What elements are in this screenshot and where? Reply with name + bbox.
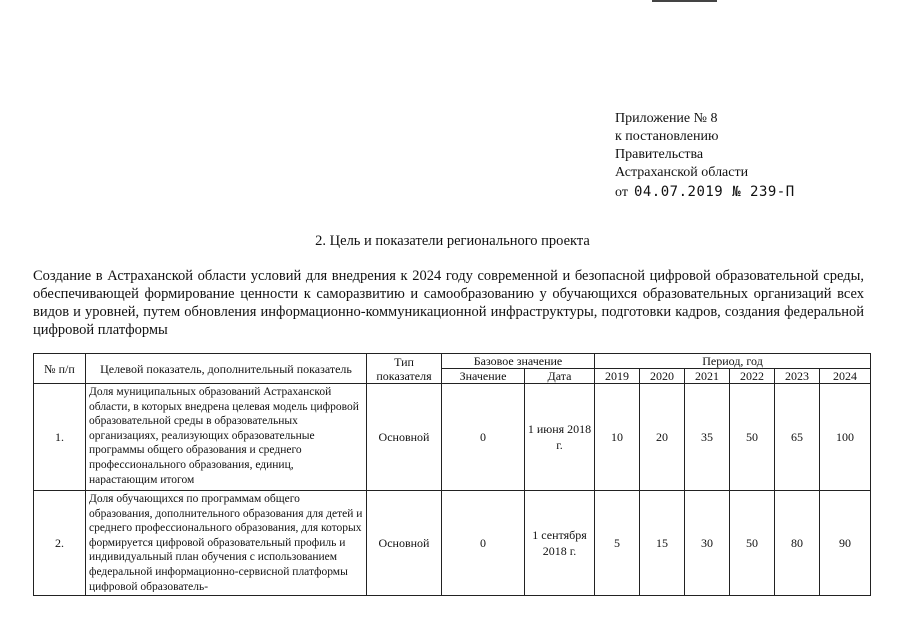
- table-row: [34, 384, 871, 491]
- goal-text: Создание в Астраханской области условий для внедрения к 2024 году современной и безопасной цифровой образовательной среды, обеспечивающей формирование ценности к саморазвитию и самообразованию у обучающихся образовательных организаций всех видов и уровней, путем обновления информационно-коммуникационной инфраструктуры, подготовки кадров, создания федеральной цифровой платформы: [33, 268, 864, 338]
- header-year: 2023: [775, 369, 820, 384]
- row-year-value: 80: [775, 491, 820, 596]
- header-year: 2022: [730, 369, 775, 384]
- appendix-header: [615, 110, 795, 202]
- appendix-date: [615, 183, 795, 202]
- row-year-value: 90: [820, 491, 871, 596]
- indicators-table: [33, 353, 871, 596]
- row-year-value: 100: [820, 384, 871, 491]
- section-title: 2. Цель и показатели регионального проекта: [315, 233, 590, 249]
- scan-mark: [652, 0, 717, 2]
- header-period: Период, год: [595, 354, 871, 369]
- header-year: 2021: [685, 369, 730, 384]
- row-base-date: 1 сентября 2018 г.: [525, 491, 595, 596]
- header-type: Тип показателя: [367, 354, 442, 384]
- appendix-line: к постановлению: [615, 129, 719, 144]
- row-year-value: 65: [775, 384, 820, 491]
- header-year: 2020: [640, 369, 685, 384]
- row-num: 2.: [34, 491, 86, 596]
- header-base-value: Значение: [442, 369, 525, 384]
- row-base-value: 0: [442, 491, 525, 596]
- appendix-line: Астраханской области: [615, 165, 749, 180]
- header-num: № п/п: [34, 354, 86, 384]
- indicator-text: Доля обучающихся по программам общего образования, дополнительного образования для детей и среднего профессионального образования, для которых формируется цифровой образовательный профиль и индивидуальный план обучения с использованием федеральной информационно-сервисной платформы цифровой образователь-: [89, 493, 363, 592]
- header-year: 2019: [595, 369, 640, 384]
- row-indicator: [86, 384, 367, 491]
- header-base: Базовое значение: [442, 354, 595, 369]
- row-year-value: 30: [685, 491, 730, 596]
- row-year-value: 50: [730, 491, 775, 596]
- row-year-value: 15: [640, 491, 685, 596]
- row-indicator: [86, 491, 367, 596]
- row-year-value: 35: [685, 384, 730, 491]
- row-type: Основной: [367, 384, 442, 491]
- row-base-date: 1 июня 2018 г.: [525, 384, 595, 491]
- row-year-value: 20: [640, 384, 685, 491]
- row-type: Основной: [367, 491, 442, 596]
- row-base-value: 0: [442, 384, 525, 491]
- date-number: 04.07.2019 № 239-П: [633, 184, 795, 200]
- header-base-date: Дата: [525, 369, 595, 384]
- row-num: 1.: [34, 384, 86, 491]
- row-year-value: 10: [595, 384, 640, 491]
- indicator-text: Доля муниципальных образований Астраханской области, в которых внедрена целевая модель цифровой образовательной среды в образовательных организациях, реализующих образовательные программы общего образования и среднего профессионального образования, единиц, нарастающим итогом: [89, 386, 359, 485]
- header-year: 2024: [820, 369, 871, 384]
- appendix-line: Приложение № 8: [615, 111, 718, 126]
- row-year-value: 50: [730, 384, 775, 491]
- header-indicator: Целевой показатель, дополнительный показатель: [86, 354, 367, 384]
- appendix-line: Правительства: [615, 147, 704, 162]
- row-year-value: 5: [595, 491, 640, 596]
- table-row: [34, 491, 871, 596]
- date-prefix: от: [615, 185, 628, 200]
